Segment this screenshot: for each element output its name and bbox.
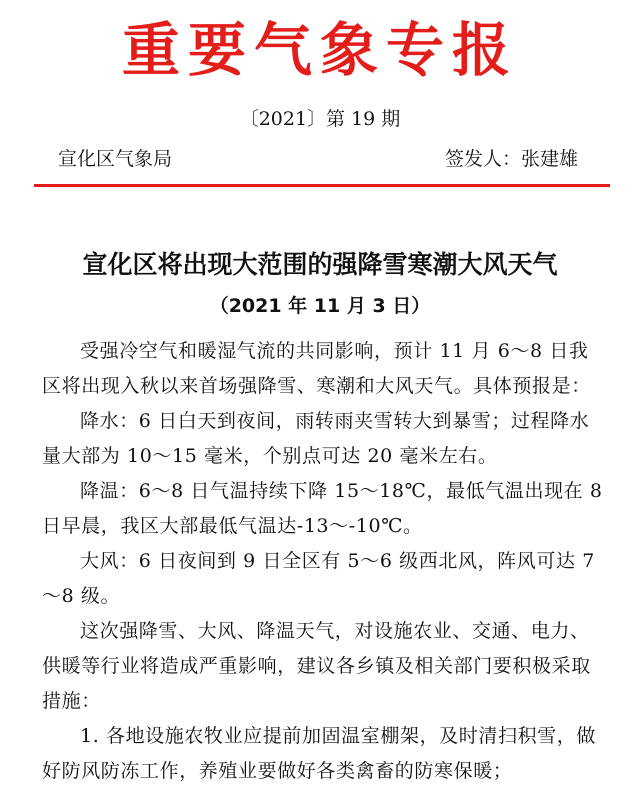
document-body (42, 334, 608, 789)
paragraph-measure-1: 1. 各地设施农牧业应提前加固温室棚架，及时清扫积雪，做好防风防冻工作，养殖业要做好各类禽畜的防寒保暖； (42, 725, 596, 782)
issuing-bureau: 宣化区气象局 (58, 148, 173, 170)
paragraph-impact: 这次强降雪、大风、降温天气，对设施农业、交通、电力、供暖等行业将造成严重影响，建议各乡镇及相关部门要积极采取措施： (42, 620, 591, 712)
paragraph-cooling: 降温：6～8 日气温持续下降 15～18℃，最低气温出现在 8 日早晨，我区大部最低气温达-13～-10℃。 (42, 480, 603, 537)
paragraph-precipitation: 降水：6 日白天到夜间，雨转雨夹雪转大到暴雪；过程降水量大部为 10～15 毫米，个别点可达 20 毫米左右。 (42, 410, 590, 467)
signer: 签发人：张建雄 (444, 148, 578, 170)
paragraph-wind: 大风：6 日夜间到 9 日全区有 5～6 级西北风，阵风可达 7～8 级。 (42, 550, 595, 607)
red-divider (34, 184, 610, 187)
masthead-title: 重要气象专报 (121, 16, 518, 84)
document-date: （2021 年 11 月 3 日） (209, 295, 431, 317)
document-title: 宣化区将出现大范围的强降雪寒潮大风天气 (82, 250, 558, 279)
issue-number: 〔2021〕第 19 期 (239, 108, 401, 130)
paragraph-intro: 受强冷空气和暖湿气流的共同影响，预计 11 月 6～8 日我区将出现入秋以来首场强降雪、寒潮和大风天气。具体预报是： (42, 340, 591, 397)
